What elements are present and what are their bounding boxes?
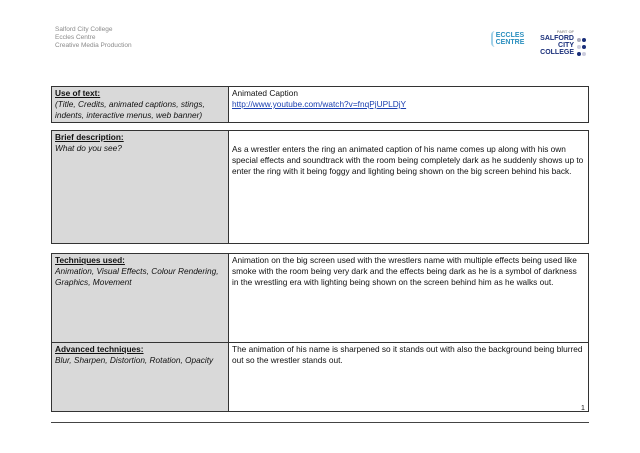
section-hint: Animation, Visual Effects, Colour Rendering, Graphics, Movement: [55, 266, 219, 287]
section-hint: (Title, Credits, animated captions, stings, indents, interactive menus, web banner): [55, 99, 205, 120]
section-heading: Advanced techniques:: [55, 344, 144, 354]
brief-value-cell: [229, 131, 589, 244]
logo-small-text: PART OF: [556, 29, 574, 34]
use-of-text-table: [51, 86, 589, 123]
salford-city-college-logo: [538, 28, 574, 56]
use-of-text-value: Animated Caption: [232, 88, 298, 98]
college-header: [55, 26, 132, 50]
page-number: 1: [581, 405, 585, 412]
header-line: Eccles Centre: [55, 34, 96, 41]
header-line: Salford City College: [55, 26, 113, 33]
advanced-value: The animation of his name is sharpened so it stands out with also the background being blurred out so the wrestler stands out.: [232, 344, 583, 365]
eccles-centre-logo: ECCLES CENTRE: [491, 31, 527, 47]
use-of-text-label-cell: [52, 87, 229, 123]
section-heading: Use of text:: [55, 88, 101, 98]
use-of-text-value-cell: [229, 87, 589, 123]
brief-value: As a wrestler enters the ring an animated caption of his name comes up along with his own special effects and soundtrack with the room being completely dark as he suddenly shows up to enter the ring with it being foggy and lighting being shown on the big screen behind his back.: [232, 144, 584, 176]
logo-text: CITY: [558, 42, 574, 49]
logo-dots: [576, 35, 590, 56]
advanced-value-cell: [229, 343, 589, 412]
youtube-link[interactable]: http://www.youtube.com/watch?v=fnqPjUPLDjY: [232, 99, 407, 109]
advanced-label-cell: [52, 343, 229, 412]
brief-label-cell: [52, 131, 229, 244]
techniques-value-cell: [229, 254, 589, 343]
logo-text: COLLEGE: [540, 49, 574, 56]
section-heading: Brief description:: [55, 132, 124, 142]
brief-description-table: [51, 130, 589, 244]
section-heading: Techniques used:: [55, 255, 125, 265]
footer-divider: [51, 422, 589, 423]
section-hint: What do you see?: [55, 143, 122, 153]
techniques-label-cell: [52, 254, 229, 343]
techniques-table: [51, 253, 589, 412]
logo-text: SALFORD: [540, 35, 574, 42]
header-line: Creative Media Production: [55, 42, 132, 49]
techniques-value: Animation on the big screen used with the wrestlers name with multiple effects being used like smoke with the room being very dark and the effects being dark as he is a symbol of darkness in the wrestling era with lighting being shown on the screen behind him as he walks out.: [232, 255, 577, 287]
section-hint: Blur, Sharpen, Distortion, Rotation, Opacity: [55, 355, 214, 365]
